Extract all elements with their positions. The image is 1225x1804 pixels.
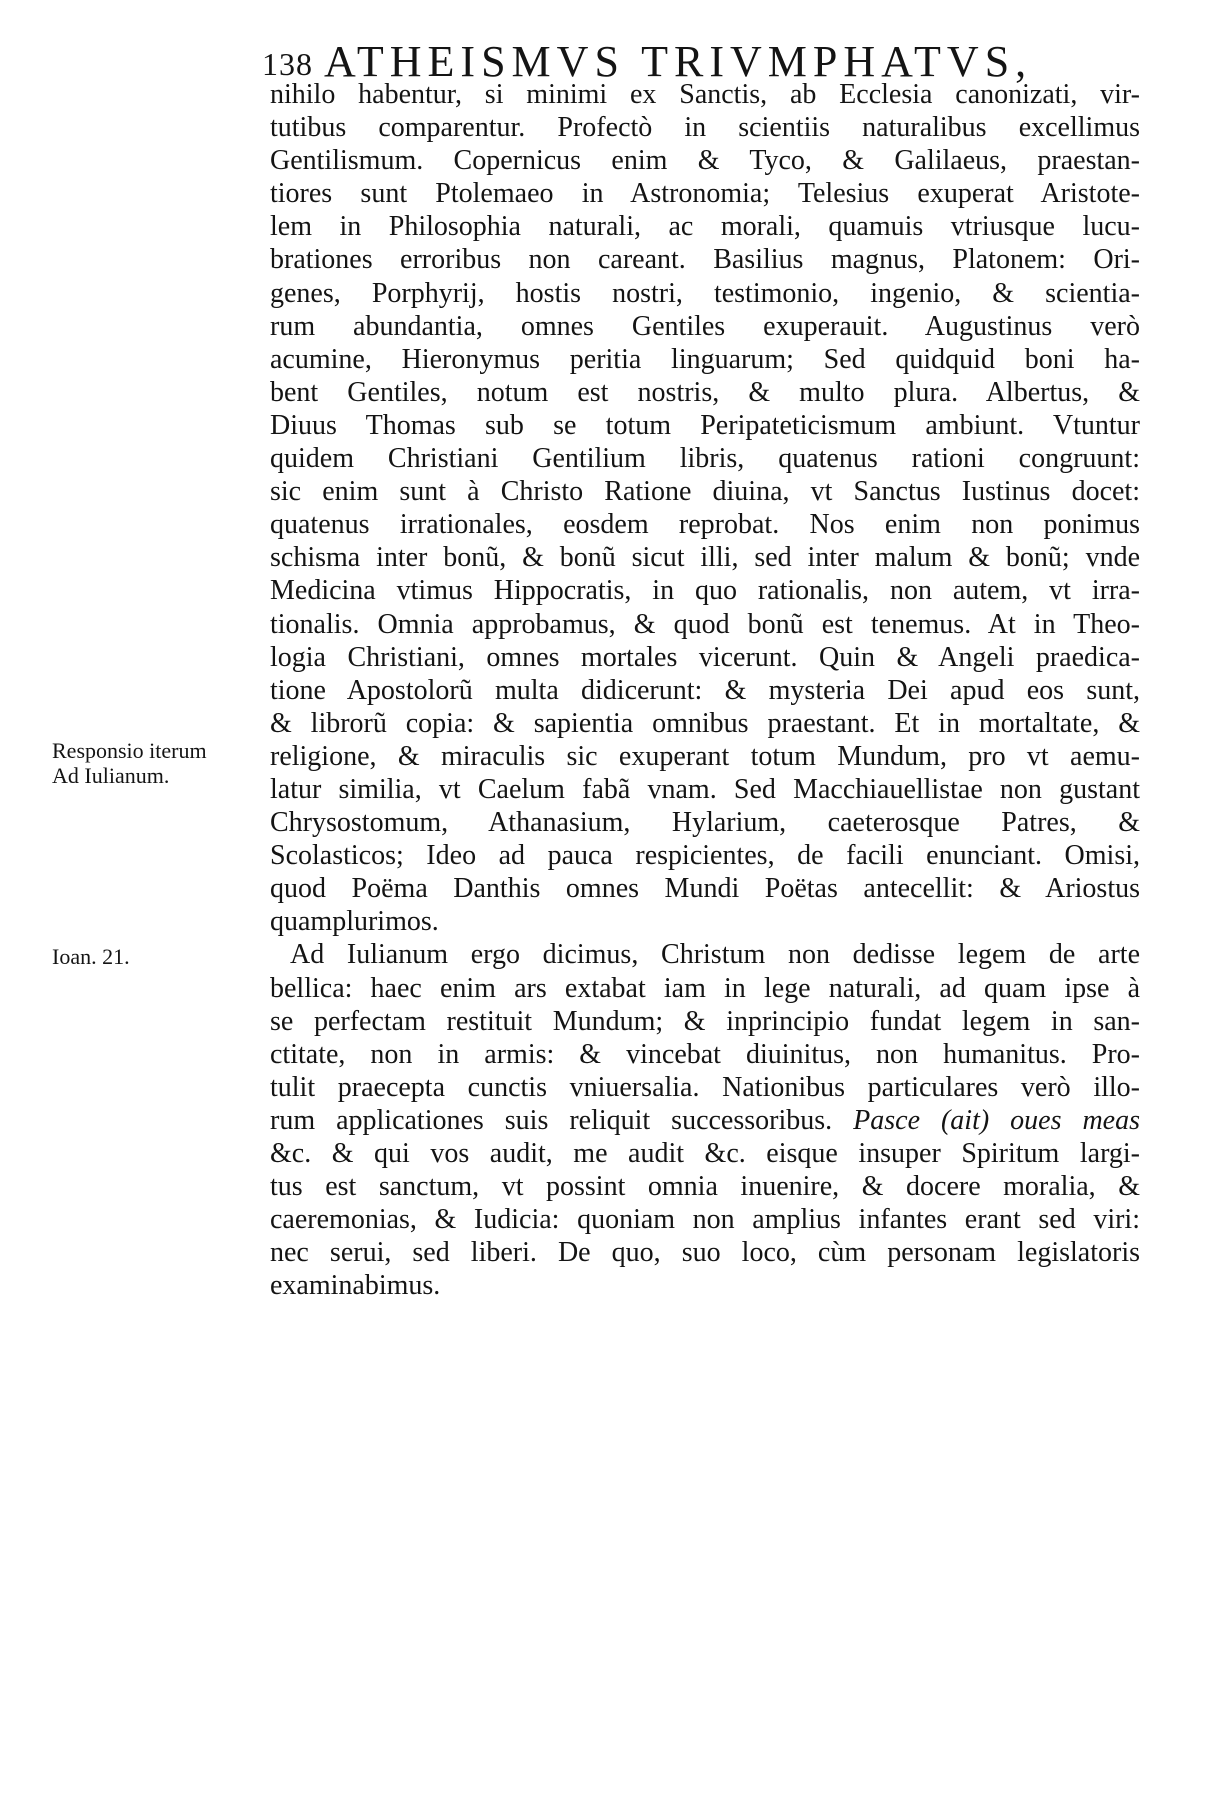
text-line: lem in Philosophia naturali, ac morali, quamuis vtriusque lucu-	[270, 211, 1140, 243]
body-text	[270, 78, 1140, 1302]
text-line: latur similia, vt Caelum fabã vnam. Sed Macchiauellistae non gustant	[270, 773, 1140, 805]
text-line: genes, Porphyrij, hostis nostri, testimonio, ingenio, & scientia-	[270, 277, 1140, 309]
text-line: quamplurimos.	[270, 906, 439, 938]
text-line: ctitate, non in armis: & vincebat diuinitus, non humanitus. Pro-	[270, 1038, 1140, 1070]
margin-note-responsio	[52, 738, 207, 788]
text-line: &c. & qui vos audit, me audit &c. eisque insuper Spiritum largi-	[270, 1138, 1140, 1169]
running-title: ATHEISMVS TRIVMPHATVS,	[324, 37, 1033, 86]
text-line: Scolasticos; Ideo ad pauca respicientes, de facili enunciant. Omisi,	[270, 840, 1140, 872]
text-line: tutibus comparentur. Profectò in scientiis naturalibus excellimus	[270, 112, 1140, 144]
scripture-quote: Pasce (ait) oues meas	[853, 1104, 1140, 1136]
text-line: tus est sanctum, vt possint omnia inuenire, & docere moralia, &	[270, 1171, 1140, 1203]
margin-note-ioan: Ioan. 21.	[52, 944, 130, 969]
margin-note-line: Ad Iulianum.	[52, 763, 170, 788]
text-line: acumine, Hieronymus peritia linguarum; Sed quidquid boni ha-	[270, 343, 1140, 375]
text-line: tiores sunt Ptolemaeo in Astronomia; Telesius exuperat Aristote-	[270, 178, 1140, 210]
text-line-segment: rum applicationes suis reliquit successoribus.	[270, 1104, 833, 1136]
text-line: tionalis. Omnia approbamus, & quod bonũ est tenemus. At in Theo-	[270, 608, 1140, 640]
text-line: Gentilismum. Copernicus enim & Tyco, & Galilaeus, praestan-	[270, 145, 1140, 177]
text-line: tione Apostolorũ multa didicerunt: & mysteria Dei apud eos sunt,	[270, 674, 1140, 706]
margin-note-line: Responsio iterum	[52, 738, 207, 763]
text-line: Medicina vtimus Hippocratis, in quo rationalis, non autem, vt irra-	[270, 575, 1140, 607]
text-line: nihilo habentur, si minimi ex Sanctis, ab Ecclesia canonizati, vir-	[270, 79, 1140, 110]
text-line: tulit praecepta cunctis vniuersalia. Nationibus particulares verò illo-	[270, 1071, 1140, 1103]
text-line: sic enim sunt à Christo Ratione diuina, vt Sanctus Iustinus docet:	[270, 476, 1140, 508]
text-line: Ad Iulianum ergo dicimus, Christum non dedisse legem de arte	[290, 939, 1140, 971]
text-line: logia Christiani, omnes mortales vicerunt. Quin & Angeli praedica-	[270, 641, 1140, 673]
text-line: Chrysostomum, Athanasium, Hylarium, caeterosque Patres, &	[270, 807, 1140, 839]
text-line: brationes erroribus non careant. Basilius magnus, Platonem: Ori-	[270, 244, 1140, 276]
page-number: 138	[262, 46, 313, 82]
text-line: Diuus Thomas sub se totum Peripateticismum ambiunt. Vtuntur	[270, 409, 1140, 441]
text-line: examinabimus.	[270, 1270, 441, 1302]
text-line: quatenus irrationales, eosdem reprobat. Nos enim non ponimus	[270, 509, 1140, 541]
text-line: bellica: haec enim ars extabat iam in lege naturali, ad quam ipse à	[270, 972, 1140, 1004]
text-line: & librorũ copia: & sapientia omnibus praestant. Et in mortaltate, &	[270, 707, 1140, 739]
text-line: quod Poëma Danthis omnes Mundi Poëtas antecellit: & Ariostus	[270, 873, 1140, 905]
text-line: bent Gentiles, notum est nostris, & multo plura. Albertus, &	[270, 376, 1140, 408]
text-line: se perfectam restituit Mundum; & inprincipio fundat legem in san-	[270, 1005, 1140, 1037]
text-line: religione, & miraculis sic exuperant totum Mundum, pro vt aemu-	[270, 740, 1140, 772]
text-line	[270, 1104, 1140, 1137]
text-line: quidem Christiani Gentilium libris, quatenus rationi congruunt:	[270, 443, 1140, 475]
text-line: schisma inter bonũ, & bonũ sicut illi, sed inter malum & bonũ; vnde	[270, 542, 1140, 574]
text-line: caeremonias, & Iudicia: quoniam non amplius infantes erant sed viri:	[270, 1204, 1140, 1236]
text-line: rum abundantia, omnes Gentiles exuperauit. Augustinus verò	[270, 310, 1140, 342]
text-line: nec serui, sed liberi. De quo, suo loco, cùm personam legislatoris	[270, 1237, 1140, 1269]
